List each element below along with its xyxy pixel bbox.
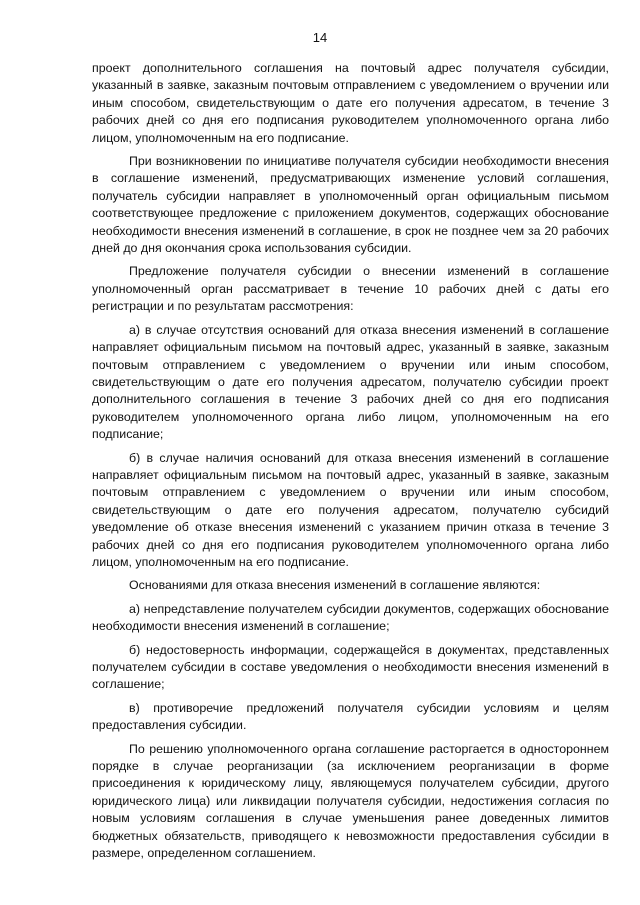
paragraph-refusal-grounds-heading: Основаниями для отказа внесения изменений в соглашение являются:: [129, 578, 541, 593]
paragraph-item-b-refusal: б) в случае наличия оснований для отказа внесения изменений в соглашение направляет официальным письмом на почтовый адрес, указанный в заявке, заказным почтовым отправлением с уведомлением о вручении или иным способом, свидетельствующим о дате его получения адресатом, получателю субсидий уведомление об отказе внесения изменений с указанием причин отказа в течение 3 рабочих дней со дня его подписания руководителем уполномоченного органа либо лицом, уполномоченным на его подписание.: [92, 450, 609, 569]
paragraph-ground-b: б) недостоверность информации, содержащейся в документах, представленных получателем субсидии в составе уведомления о необходимости внесения изменений в соглашение;: [92, 642, 609, 692]
paragraph-item-a-approval: а) в случае отсутствия оснований для отказа внесения изменений в соглашение направляет официальным письмом на почтовый адрес, указанный в заявке, заказным почтовым отправлением с уведомлением о вручении или иным способом, свидетельствующим о дате его получения адресатом, получателю субсидии проект дополнительного соглашения в течение 3 рабочих дней со дня его подписания руководителем уполномоченного органа либо лицом, уполномоченным на его подписание;: [92, 322, 609, 442]
document-body: [92, 60, 609, 868]
paragraph-ground-a: а) непредставление получателем субсидии документов, содержащих обоснование необходимости внесения изменений в соглашение;: [92, 601, 609, 634]
paragraph-termination: По решению уполномоченного органа соглашение расторгается в одностороннем порядке в случае реорганизации (за исключением реорганизации в форме присоединения к юридическому лицу, являющемуся получателем субсидии, другого юридического лица) или ликвидации получателя субсидии, недостижения согласия по новым условиям соглашения в случае уменьшения ранее доведенных лимитов бюджетных обязательств, приводящего к невозможности предоставления субсидии в размере, определенном соглашением.: [92, 741, 609, 861]
paragraph-continuation: проект дополнительного соглашения на почтовый адрес получателя субсидии, указанный в заявке, заказным почтовым отправлением с уведомлением о вручении или иным способом, свидетельствующим о дате его получения адресатом, в течение 3 рабочих дней со дня его подписания руководителем уполномоченного органа либо лицом, уполномоченным на его подписание.: [92, 61, 609, 145]
paragraph-ground-c: в) противоречие предложений получателя субсидии условиям и целям предоставления субсидии.: [92, 700, 609, 733]
page-number: 14: [312, 30, 328, 45]
paragraph-proposal-review: Предложение получателя субсидии о внесении изменений в соглашение уполномоченный орган рассматривает в течение 10 рабочих дней с даты его регистрации и по результатам рассмотрения:: [92, 264, 609, 314]
paragraph-change-initiative: При возникновении по инициативе получателя субсидии необходимости внесения в соглашение изменений, предусматривающих изменение условий соглашения, получатель субсидии направляет в уполномоченный орган официальным письмом соответствующее предложение с приложением документов, содержащих обоснование необходимости внесения изменений в соглашение, в срок не позднее чем за 20 рабочих дней до дня окончания срока использования субсидии.: [92, 154, 609, 256]
